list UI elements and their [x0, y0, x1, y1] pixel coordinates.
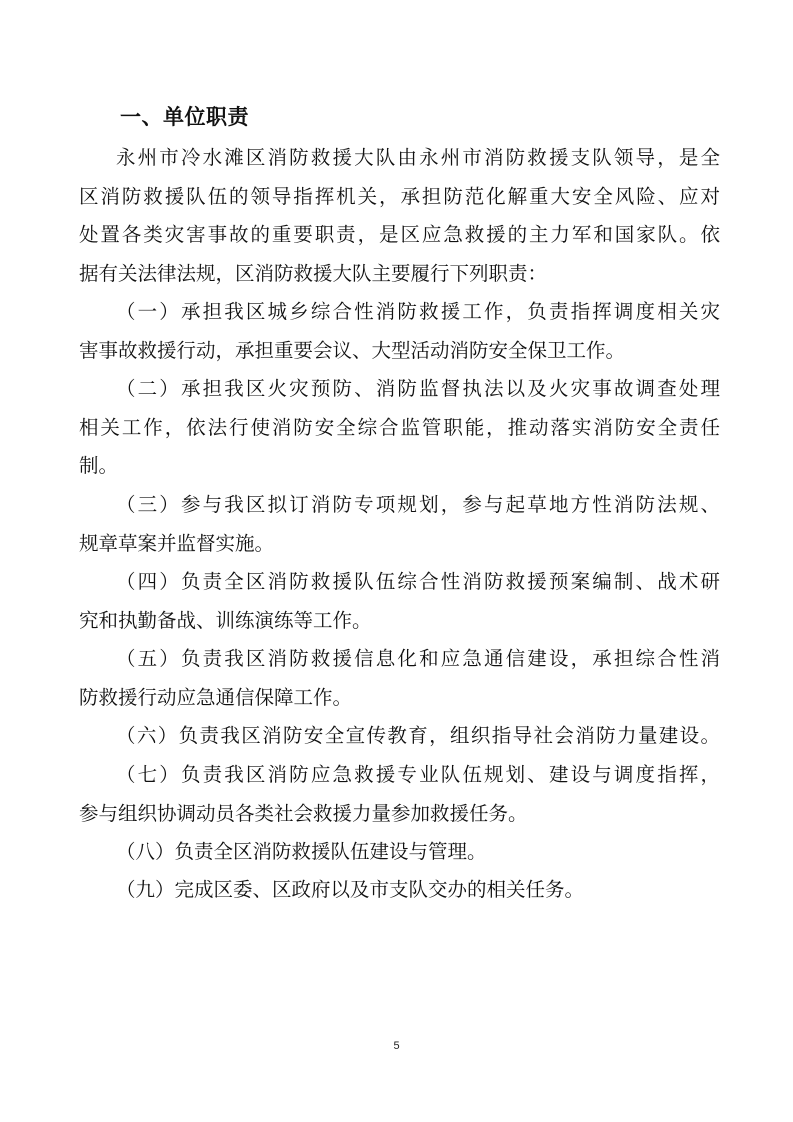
- text-line: （八）负责全区消防救援队伍建设与管理。: [116, 840, 487, 863]
- text-line: 区消防救援队伍的领导指挥机关，承担防范化解重大安全风险、应对: [79, 184, 720, 208]
- duty-item-9: [116, 871, 720, 910]
- duty-item-3: [79, 486, 720, 563]
- text-line: （四）负责全区消防救援队伍综合性消防救援预案编制、战术研: [116, 570, 720, 593]
- text-line: （六）负责我区消防安全宣传教育，组织指导社会消防力量建设。: [116, 724, 720, 747]
- text-line: 处置各类灾害事故的重要职责，是区应急救援的主力军和国家队。依: [79, 223, 720, 246]
- duty-item-5: [79, 640, 720, 717]
- duty-item-2: [79, 370, 720, 486]
- page-number: 5: [393, 1040, 400, 1052]
- text-line: （九）完成区委、区政府以及市支队交办的相关任务。: [116, 878, 585, 901]
- section-heading: 一、单位职责: [120, 105, 249, 129]
- text-line: （二）承担我区火灾预防、消防监督执法以及火灾事故调查处理: [116, 377, 720, 400]
- text-line: 参与组织协调动员各类社会救援力量参加救援任务。: [79, 801, 528, 825]
- text-line: 永州市冷水滩区消防救援大队由永州市消防救援支队领导，是全: [116, 146, 720, 169]
- text-line: 规章草案并监督实施。: [79, 531, 275, 555]
- text-line: 究和执勤备战、训练演练等工作。: [79, 608, 372, 632]
- duty-item-1: [79, 293, 720, 370]
- text-line: 防救援行动应急通信保障工作。: [79, 685, 353, 709]
- intro-paragraph: [79, 139, 720, 293]
- text-line: 害事故救援行动，承担重要会议、大型活动消防安全保卫工作。: [79, 338, 626, 362]
- duty-item-4: [79, 563, 720, 640]
- text-line: （三）参与我区拟订消防专项规划，参与起草地方性消防法规、: [116, 493, 720, 516]
- duty-item-6: [116, 717, 720, 756]
- duty-item-7: [79, 756, 720, 833]
- duty-item-8: [116, 833, 720, 872]
- text-line: （一）承担我区城乡综合性消防救援工作，负责指挥调度相关灾: [116, 300, 720, 323]
- text-line: 制。: [79, 454, 119, 477]
- text-line: （七）负责我区消防应急救援专业队伍规划、建设与调度指挥，: [116, 763, 720, 786]
- text-line: 据有关法律法规，区消防救援大队主要履行下列职责：: [79, 261, 548, 285]
- text-line: 相关工作，依法行使消防安全综合监管职能，推动落实消防安全责任: [79, 415, 720, 439]
- text-line: （五）负责我区消防救援信息化和应急通信建设，承担综合性消: [116, 647, 720, 670]
